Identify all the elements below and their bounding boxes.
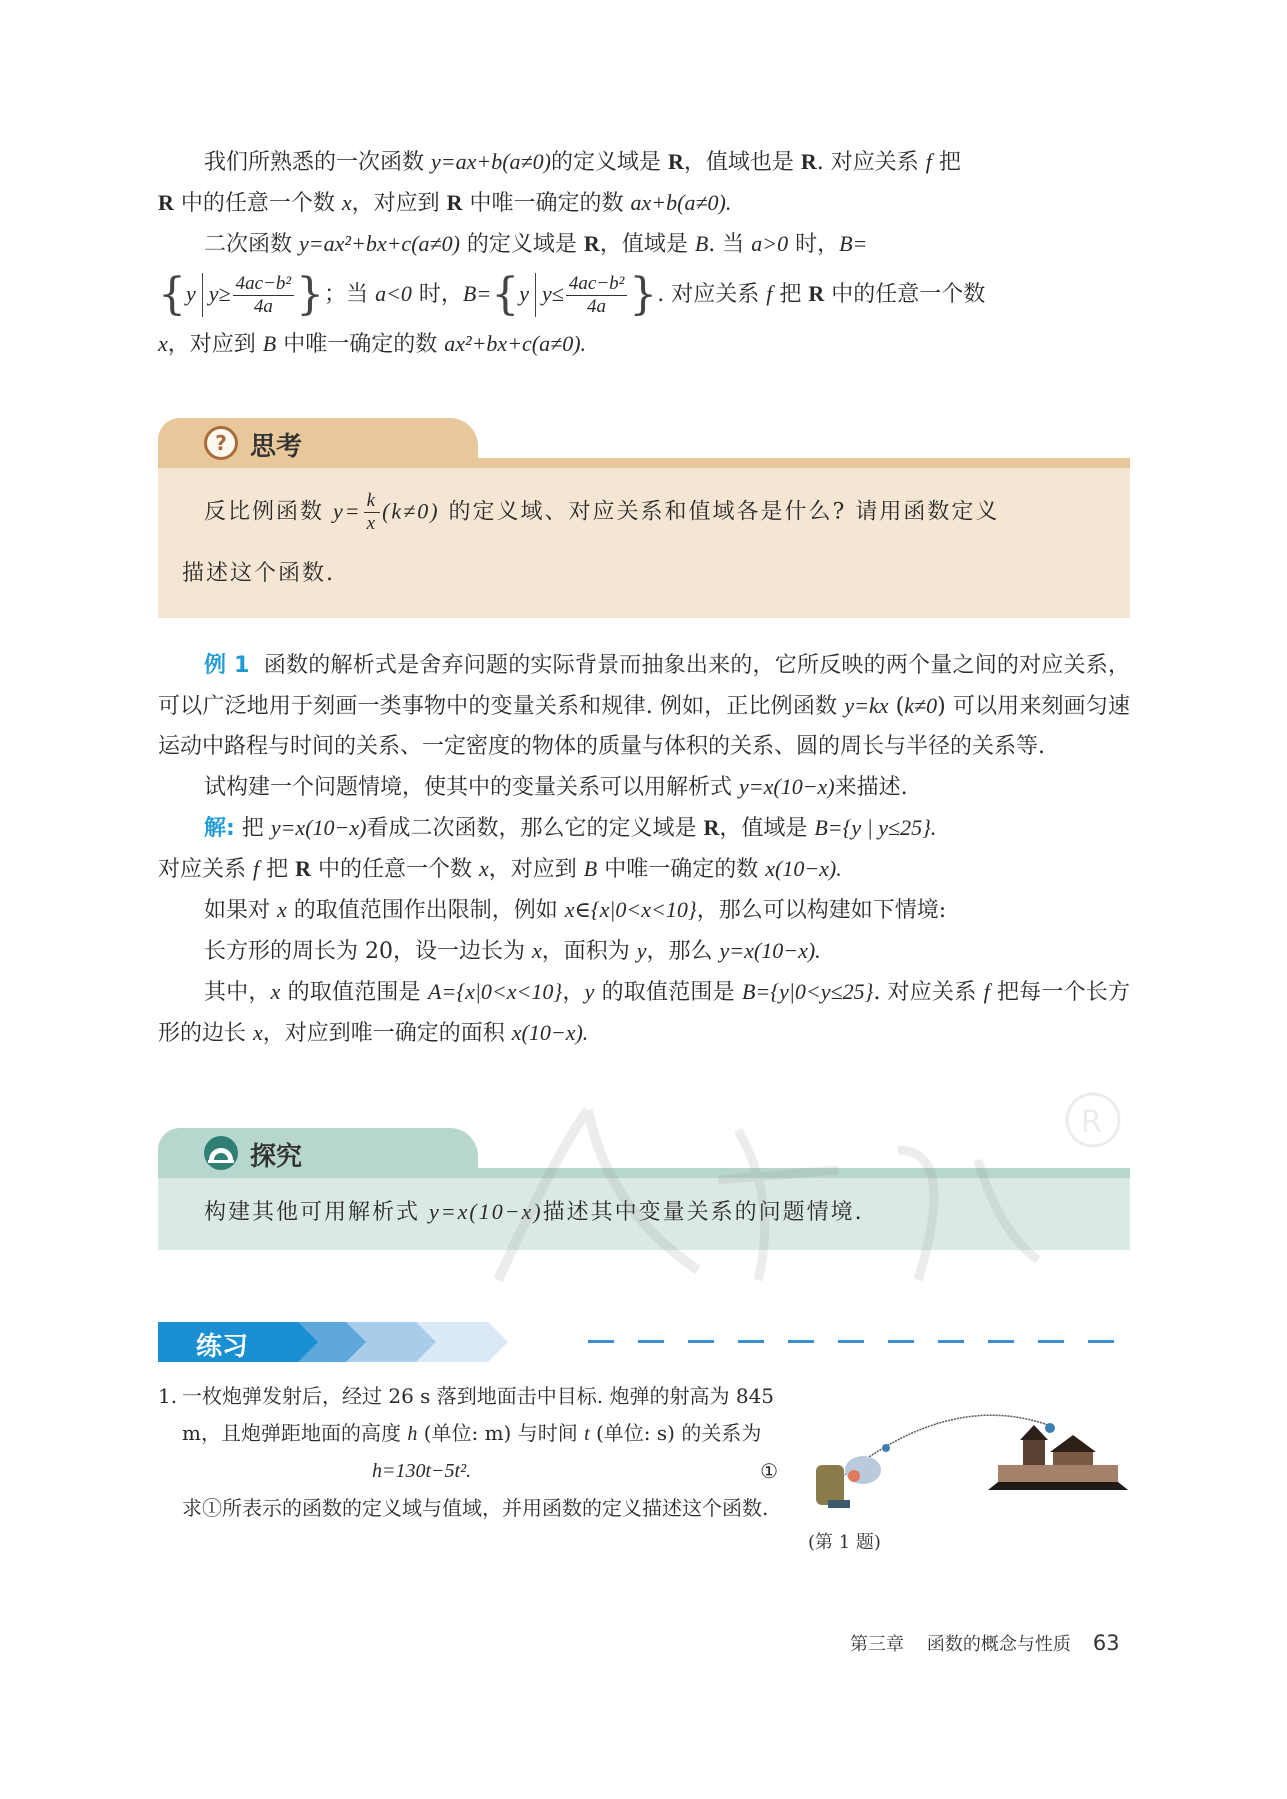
example-question: 试构建一个问题情境，使其中的变量关系可以用解析式 y=x(10−x)来描述. [204, 774, 908, 800]
practice-title: 练习 [196, 1332, 249, 1362]
solution-line-1: 解: 把 y=x(10−x)看成二次函数，那么它的定义域是 R，值域是 B={y | y≤25}. 对应关系 f 把 R 中的任意一个数 x，对应到 B 中唯一确定的数 x(10−x). [158, 815, 937, 882]
explore-box [158, 1128, 1130, 1252]
solution-line-3: 如果对 x 的取值范围作出限制，例如 x∈{x|0<x<10}，那么可以构建如下情境: [204, 897, 947, 923]
explore-box-body: 构建其他可用解析式 y=x(10−x)描述其中变量关系的问题情境. [158, 1178, 1130, 1250]
think-box [158, 418, 1130, 618]
think-box-body: 反比例函数 y= $\frac{k}{x}$ (k≠0) 的定义域、对应关系和值域各是什么? 请用函数定义 描述这个函数. [158, 468, 1130, 618]
section-label: 函数的概念与性质 [926, 1634, 1071, 1655]
fraction: $\frac{\text{4ac−b²}}{4a}$ [566, 273, 627, 318]
example-section [158, 646, 1130, 1054]
solution-line-4: 长方形的周长为 20，设一边长为 x，面积为 y，那么 y=x(10−x). [204, 938, 821, 964]
solution-line-5: 其中，x 的取值范围是 A={x|0<x<10}，y 的取值范围是 B={y|0<y≤25}. 对应关系 f 把每一个长方形的边长 x，对应到唯一确定的面积 x(10−x). [158, 979, 1130, 1046]
example-label: 例 1 [204, 653, 250, 678]
intro-paragraph-2-cont: {y y≥ $\frac{\text{4ac−b²}}{4a}$ }；当 a<0 时，B={y y≤ $\frac{\text{4ac−b²}}{4a}$ }. 对应关系 f 把 R 中的任意一个数 [158, 269, 986, 320]
equation-row: h=130t−5t². ① [372, 1459, 778, 1483]
protractor-icon [204, 1136, 238, 1170]
intro-paragraph-2-end: x，对应到 B 中唯一确定的数 ax²+bx+c(a≠0). [158, 331, 587, 357]
think-box-title: 思考 [250, 432, 303, 462]
explore-box-title: 探究 [250, 1142, 303, 1172]
intro-section [158, 142, 1130, 365]
practice-banner [158, 1322, 1130, 1362]
fraction: $\frac{\text{4ac−b²}}{4a}$ [233, 273, 294, 318]
page-footer [850, 1630, 1120, 1656]
page-number: 63 [1092, 1631, 1120, 1655]
example-paragraph: 例 1 函数的解析式是舍弃问题的实际背景而抽象出来的，它所反映的两个量之间的对应关系，可以广泛地用于刻画一类事物中的变量关系和规律. 例如，正比例函数 y=kx (k≠0) 可以用来刻画匀速运动中路程与时间的关系、一定密度的物体的质量与体积的关系、圆的周长与半径的关系等. [158, 653, 1131, 759]
fraction: $\frac{k}{x}$ [364, 490, 380, 535]
intro-paragraph-1: 我们所熟悉的一次函数 y=ax+b(a≠0)的定义域是 R，值域也是 R. 对应关系 f 把 R 中的任意一个数 x，对应到 R 中唯一确定的数 ax+b(a≠0). [158, 149, 961, 216]
cannon-castle-figure [798, 1380, 1138, 1540]
solution-label: 解: [204, 816, 235, 841]
exercise-1: 1. 一枚炮弹发射后，经过 26 s 落到地面击中目标. 炮弹的射高为 845 m，且炮弹距地面的高度 h (单位: m) 与时间 t (单位: s) 的关系为 h=130t−5t². ① 求①所表示的函数的定义域与值域，并用函数的定义描述这个函数. [158, 1384, 778, 1520]
dashed-divider [588, 1340, 1130, 1343]
intro-paragraph-2: 二次函数 y=ax²+bx+c(a≠0) 的定义域是 R，值域是 B. 当 a>0 时，B= [204, 231, 868, 257]
svg-text:R: R [1081, 1105, 1102, 1140]
question-icon: ? [204, 426, 238, 460]
chapter-label: 第三章 [850, 1634, 904, 1655]
figure-caption: (第 1 题) [808, 1532, 881, 1553]
